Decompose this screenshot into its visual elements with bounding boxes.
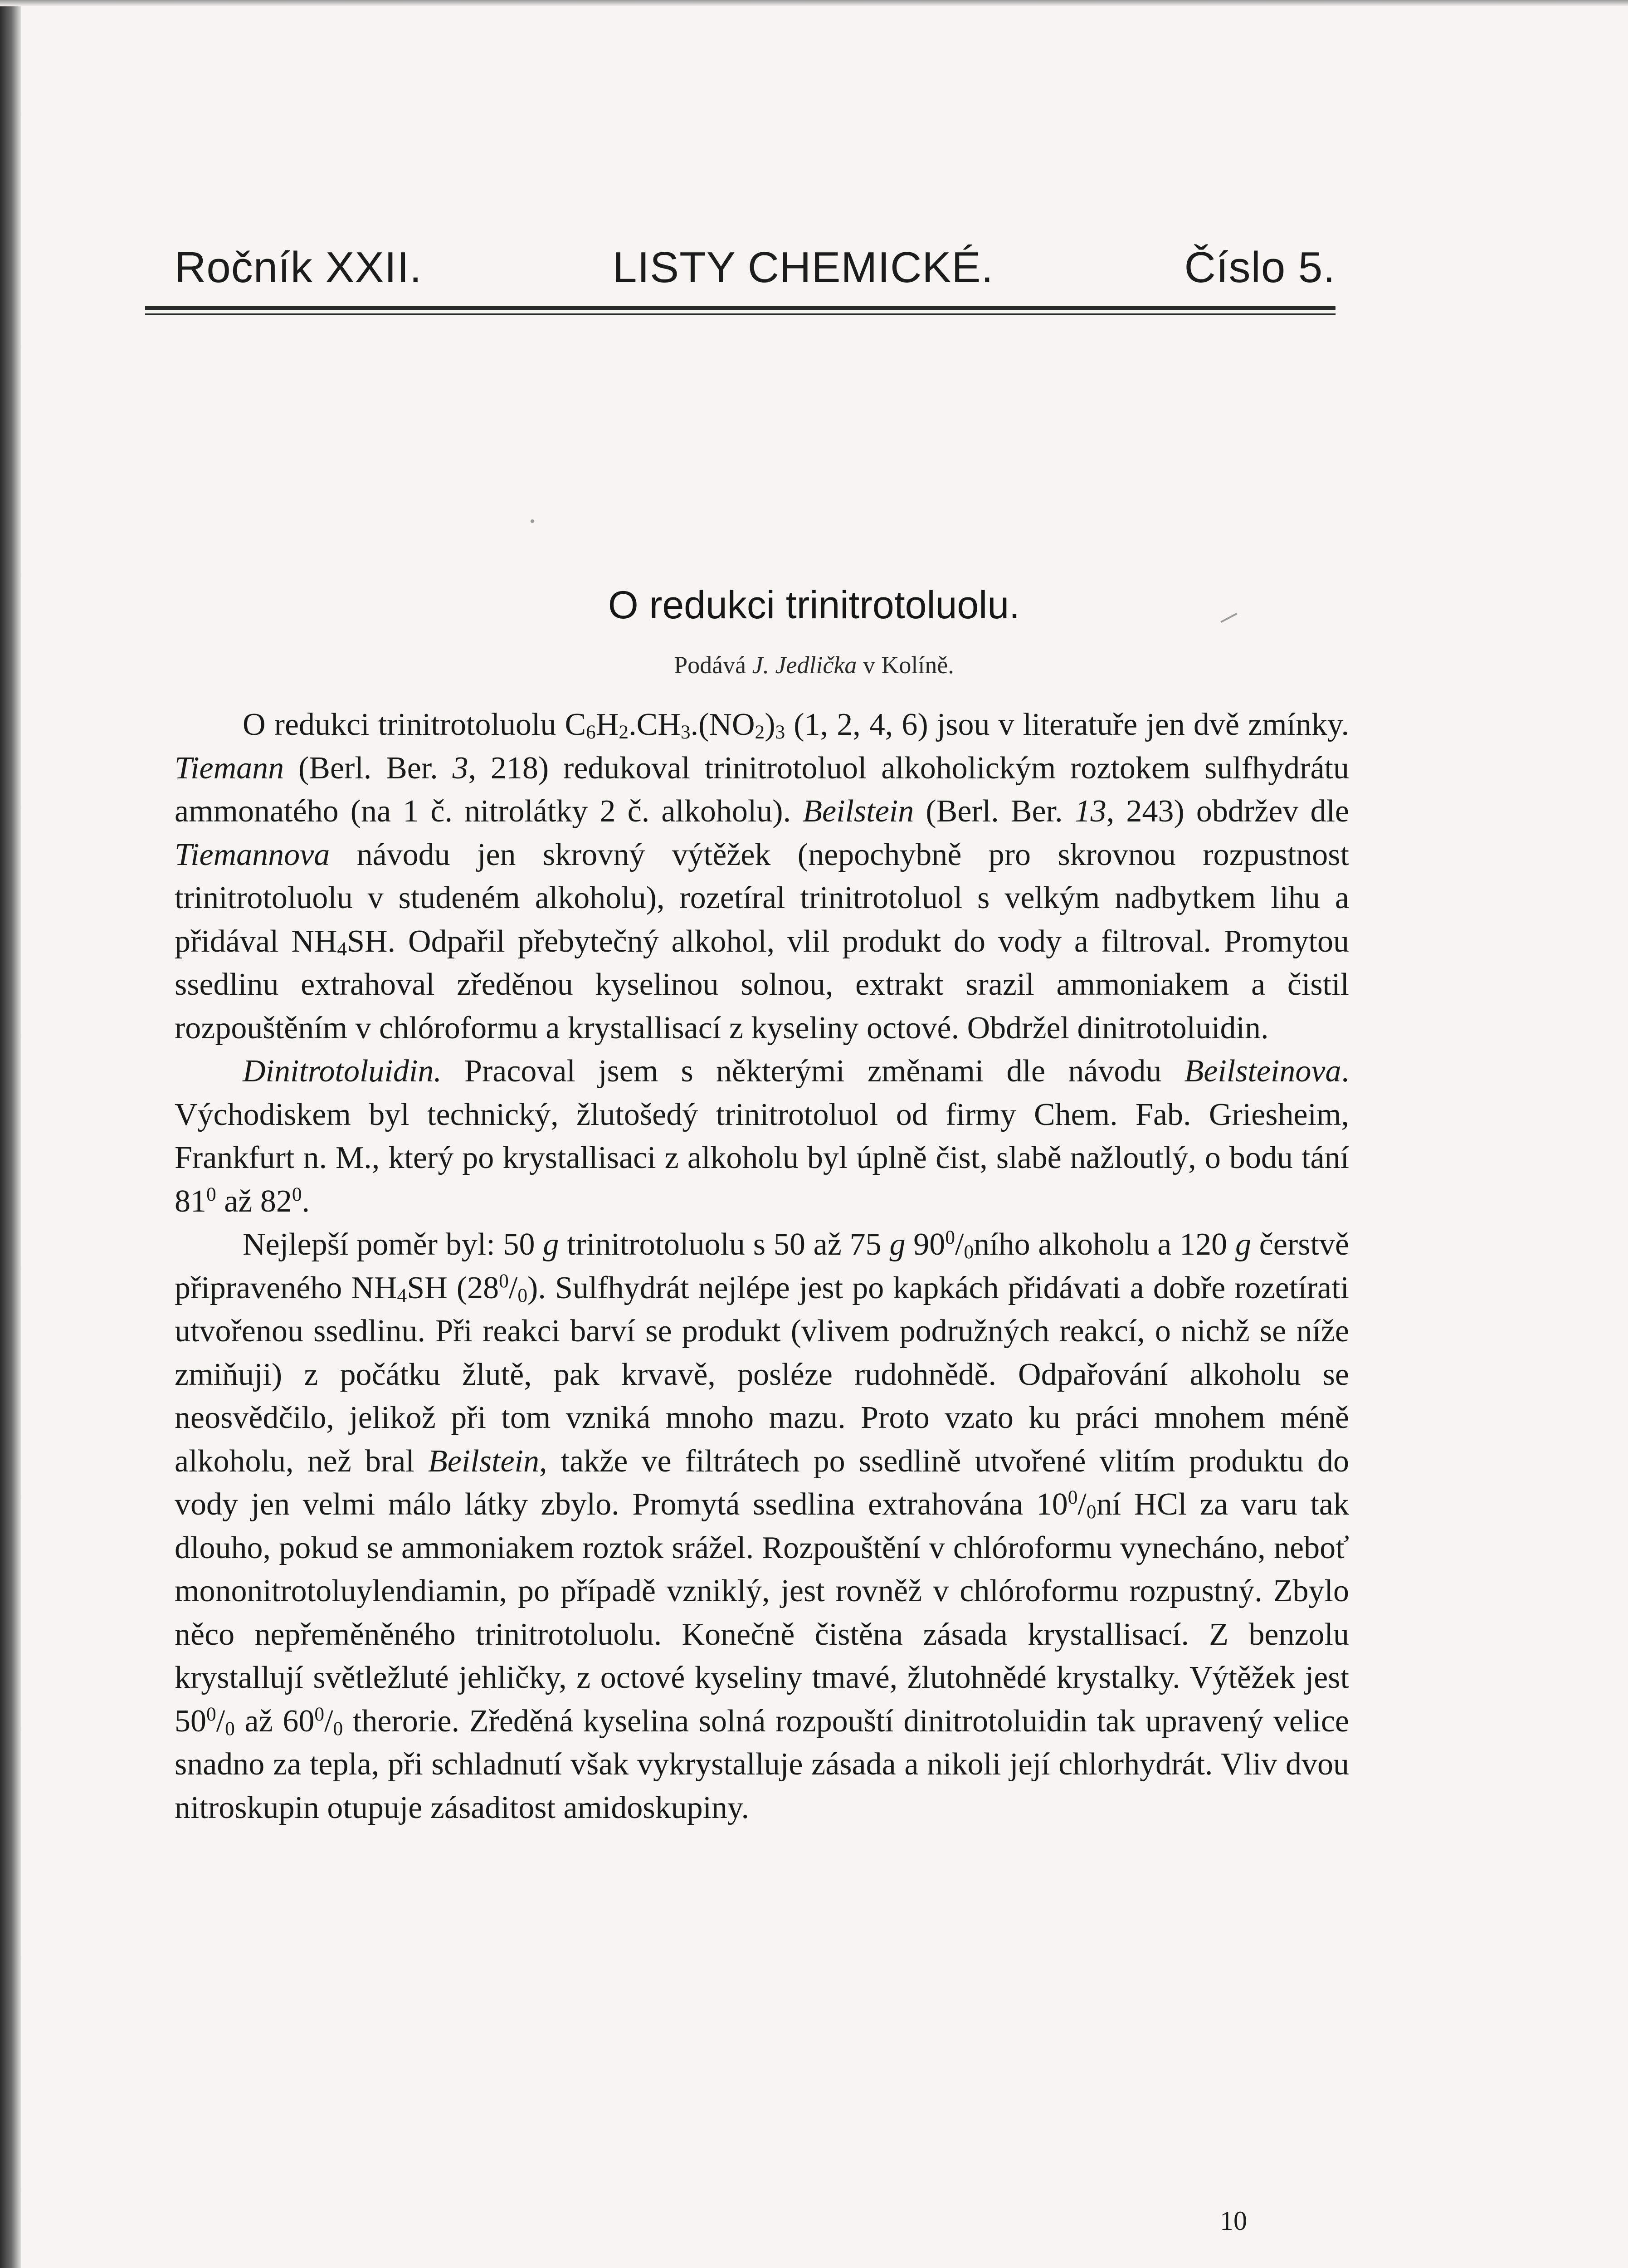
scan-left-edge bbox=[0, 0, 21, 2268]
scan-speck bbox=[531, 519, 534, 523]
paragraph-intro: O redukci trinitrotoluolu $C_6H_2.CH_3.(NO_2)_3$ (1, 2, 4, 6) jsou v literatuře jen dvě zmínky. Tiemann (Berl. Ber. 3, 218) redukoval trinitrotoluol alkoholickým roztokem sulfhydrátu ammonatého (na 1 č. nitrolátky 2 č. alkoholu). Beilstein (Berl. Ber. 13, 243) obdržev dle Tiemannova návodu jen skrovný výtěžek (nepochybně pro skrovnou rozpustnost trinitrotoluolu v studeném alkoholu), rozetíral trinitrotoluol s velkým nadbytkem lihu a přidával $NH_4SH$. Odpařil přebytečný alkohol, vlil produkt do vody a filtroval. Promytou ssedlinu extrahoval zředěnou kyselinou solnou, extrakt srazil ammoniakem a čistil rozpouštěním v chlóroformu a krystallisací z kyseliny octové. Obdržel dinitrotoluidin. bbox=[175, 707, 1349, 1046]
paragraph-dinitrotoluidin: Dinitrotoluidin. Pracoval jsem s některými změnami dle návodu Beilsteinova. Východiskem byl technický, žlutošedý trinitrotoluol od firmy Chem. Fab. Griesheim, Frankfurt n. M., který po krystallisaci z alkoholu byl úplně čist, slabě nažloutlý, o bodu tání $81^0$ až $82^0$. bbox=[175, 1054, 1349, 1219]
byline bbox=[0, 651, 1628, 679]
byline-suffix: v Kolíně. bbox=[863, 651, 954, 679]
issue-label: Číslo 5. bbox=[1184, 243, 1336, 292]
header-rule-thick bbox=[145, 306, 1336, 310]
paragraph-procedure: Nejlepší poměr byl: 50 g trinitrotoluolu s 50 až 75 g $90^0/_0ního$ alkoholu a 120 g čerstvě připraveného $NH_4SH$ $(28^0/_0)$. Sulfhydrát nejlépe jest po kapkách přidávati a dobře rozetírati utvořenou ssedlinu. Při reakci barví se produkt (vlivem podružných reakcí, o nichž se níže zmiňuji) z počátku žlutě, pak krvavě, posléze rudohnědě. Odpařování alkoholu se neosvědčilo, jelikož při tom vzniká mnoho mazu. Proto vzato ku práci mnohem méně alkoholu, než bral Beilstein, takže ve filtrátech po ssedlině utvořené vlitím produktu do vody jen velmi málo látky zbylo. Promytá ssedlina extrahována $10^0/_0ní$ HCl za varu tak dlouho, pokud se ammoniakem roztok srážel. Rozpouštění v chlóroformu vynecháno, neboť mononitrotoluylendiamin, po případě vzniklý, jest rovněž v chlóroformu rozpustný. Zbylo něco nepřeměněného trinitrotoluolu. Konečně čistěna zásada krystallisací. Z benzolu krystallují světležluté jehličky, z octové kyseliny tmavé, žlutohnědé krystalky. Výtěžek jest $50^0/_0$ až $60^0/_0$ therorie. Zředěná kyselina solná rozpouští dinitrotoluidin tak upravený velice snadno za tepla, při schladnutí však vykrystalluje zásada a nikoli její chlorhydrát. Vliv dvou nitroskupin otupuje zásaditost amidoskupiny. bbox=[175, 1227, 1350, 1825]
article-title: O redukci trinitrotoluolu. bbox=[608, 583, 1020, 627]
volume-label: Ročník XXII. bbox=[175, 243, 422, 292]
journal-name: LISTY CHEMICKÉ. bbox=[612, 243, 994, 292]
page-number: 10 bbox=[1220, 2206, 1247, 2236]
byline-prefix: Podává bbox=[674, 651, 746, 679]
header-rule-thin bbox=[145, 313, 1336, 315]
author-name: J. Jedlička bbox=[752, 651, 857, 679]
article-body bbox=[175, 703, 1349, 1829]
running-header bbox=[175, 243, 1336, 293]
scan-top-edge bbox=[0, 0, 1628, 6]
